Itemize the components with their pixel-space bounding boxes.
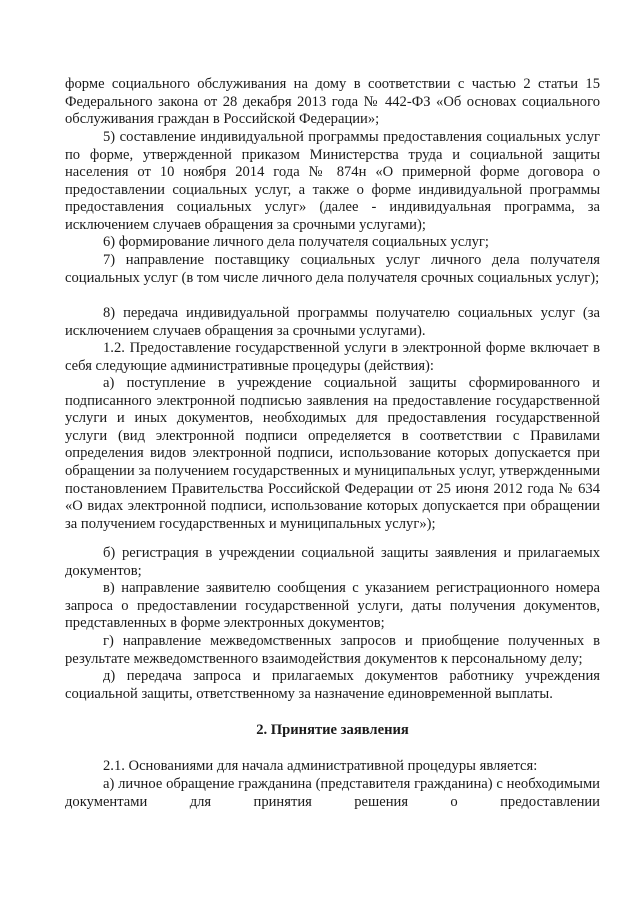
paragraph-item-7: 7) направление поставщику социальных услуг личного дела получателя социальных услуг (в том числе личного дела получателя срочных социальных услуг); [65, 252, 600, 286]
paragraph-item-a: а) поступление в учреждение социальной защиты сформированного и подписанного электронной подписью заявления на предоставление государственной услуги и иных документов, необходимых для предоставления государственной услуги (вид электронной подписи определяется в соответствии с Правилами определения видов электронной подписи, использование которых допускается при обращении за получением государственных и муниципальных услуг, утвержденными постановлением Правительства Российской Федерации от 25 июня 2012 года № 634 «О видах электронной подписи, использование которых допускается при обращении за получением государственных и муниципальных услуг»); [65, 375, 600, 532]
paragraph-continuation: форме социального обслуживания на дому в соответствии с частью 2 статьи 15 Федерального закона от 28 декабря 2013 года № 442-ФЗ «Об основах социального обслуживания граждан в Российской Федерации»; [65, 76, 600, 128]
paragraph-item-5: 5) составление индивидуальной программы предоставления социальных услуг по форме, утвержденной приказом Министерства труда и социальной защиты населения от 10 ноября 2014 года № 874н «О примерной форме договора о предоставлении социальных услуг, а также о форме индивидуальной программы предоставления социальных услуг» (далее - индивидуальная программа, за исключением случаев обращения за срочными услугами); [65, 129, 600, 233]
paragraph-1-2: 1.2. Предоставление государственной услуги в электронной форме включает в себя следующие административные процедуры (действия): [65, 340, 600, 374]
paragraph-2-1-a: а) личное обращение гражданина (представителя гражданина) с необходимыми документами для принятия решения о предоставлении [65, 776, 600, 810]
paragraph-item-g: г) направление межведомственных запросов и приобщение полученных в результате межведомственного взаимодействия документов к персональному делу; [65, 633, 600, 667]
paragraph-item-6: 6) формирование личного дела получателя социальных услуг; [103, 234, 489, 250]
section-heading: 2. Принятие заявления [256, 722, 409, 738]
paragraph-item-8: 8) передача индивидуальной программы получателю социальных услуг (за исключением случаев обращения за срочными услугами). [65, 305, 600, 339]
paragraph-item-d: д) передача запроса и прилагаемых документов работнику учреждения социальной защиты, ответственному за назначение единовременной выплаты. [65, 668, 600, 702]
paragraph-2-1: 2.1. Основаниями для начала административной процедуры является: [103, 758, 538, 774]
paragraph-item-b: б) регистрация в учреждении социальной защиты заявления и прилагаемых документов; [65, 545, 600, 579]
paragraph-item-v: в) направление заявителю сообщения с указанием регистрационного номера запроса о предоставлении государственной услуги, даты получения документов, представленных в форме электронных документов; [65, 580, 600, 632]
